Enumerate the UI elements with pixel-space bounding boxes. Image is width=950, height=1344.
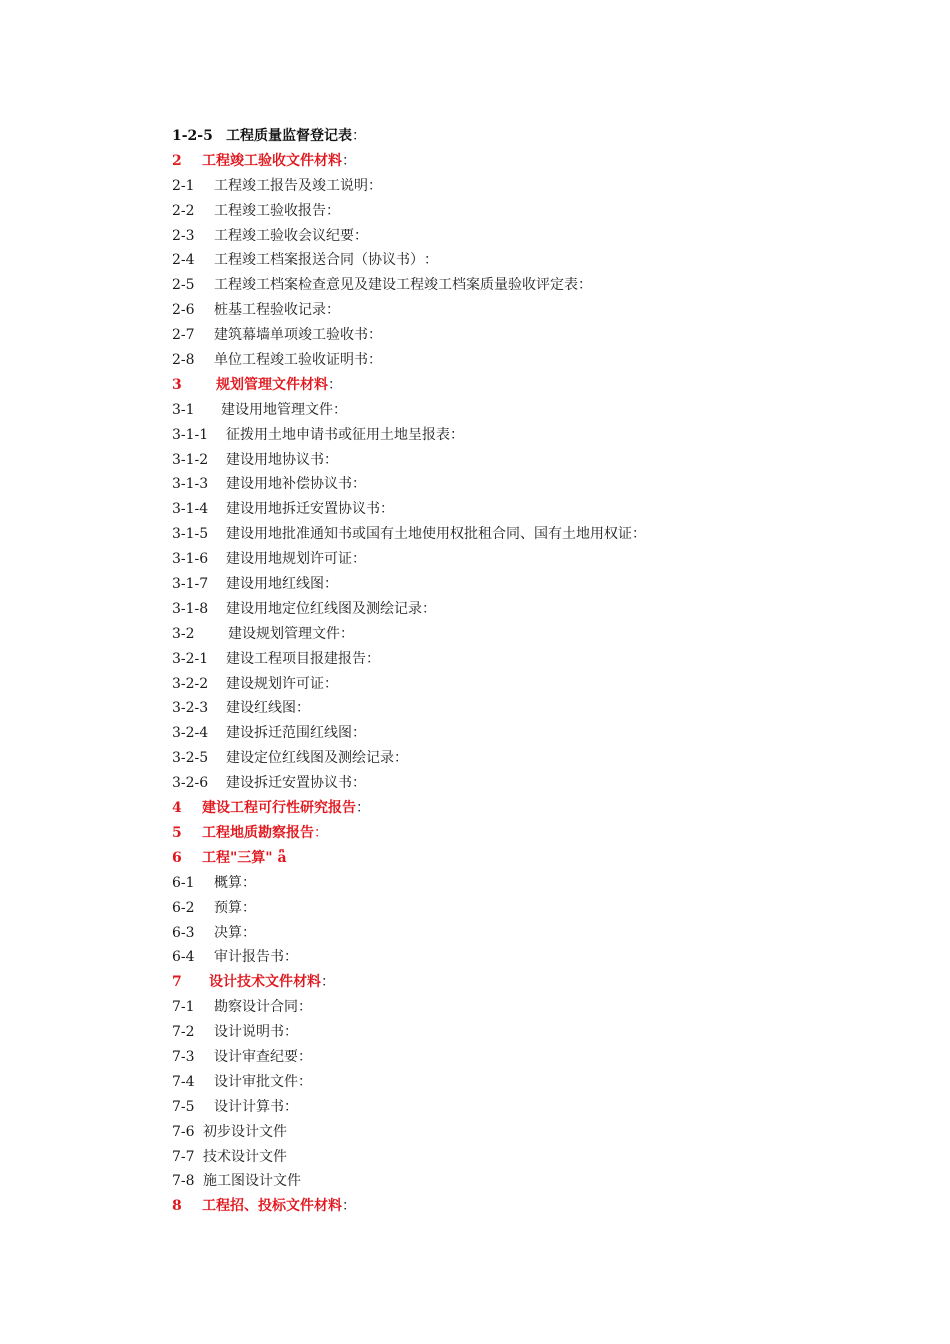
list-item <box>172 248 892 273</box>
list-item <box>172 448 892 473</box>
item-text: 建筑幕墙单项竣工验收书 <box>214 327 368 344</box>
item-text: 建设工程可行性研究报告 <box>202 800 356 817</box>
item-number: 2-7 <box>172 327 195 344</box>
list-item <box>172 896 892 921</box>
item-number: 6-3 <box>172 924 195 941</box>
item-text: 设计计算书 <box>214 1098 284 1115</box>
item-text: 桩基工程验收记录 <box>214 302 326 319</box>
item-colon: ： <box>354 227 368 244</box>
item-text: 工程竣工验收报告 <box>214 202 326 219</box>
item-text: 建设用地补偿协议书 <box>226 476 352 493</box>
item-number: 7-3 <box>172 1048 195 1065</box>
list-item <box>172 1070 892 1095</box>
item-number: 3-1-3 <box>172 476 209 493</box>
item-colon: ： <box>326 202 340 219</box>
item-number: 2-6 <box>172 302 195 319</box>
item-colon: ： <box>450 426 464 443</box>
item-colon: ： <box>342 152 356 169</box>
item-text: 建设红线图 <box>226 700 296 717</box>
item-text: 建设拆迁安置协议书 <box>226 775 352 792</box>
item-colon: ： <box>298 1073 312 1090</box>
item-text: 初步设计文件 <box>203 1123 287 1140</box>
item-colon: ： <box>342 1198 356 1215</box>
item-text: 单位工程竣工验收证明书 <box>214 352 368 369</box>
item-text: 工程竣工档案报送合同（协议书） <box>214 252 424 269</box>
list-item <box>172 721 892 746</box>
item-number: 3-2-3 <box>172 700 209 717</box>
list-item <box>172 323 892 348</box>
item-number: 3-1-1 <box>172 426 209 443</box>
item-number: 2-3 <box>172 227 195 244</box>
item-number: 2-5 <box>172 277 195 294</box>
item-number: 2 <box>172 152 182 169</box>
item-colon: ： <box>394 750 408 767</box>
item-number: 3-2 <box>172 625 195 642</box>
item-text: 审计报告书 <box>214 949 284 966</box>
item-number: 6-1 <box>172 874 195 891</box>
list-item <box>172 1020 892 1045</box>
list-item <box>172 597 892 622</box>
list-item <box>172 348 892 373</box>
section-heading <box>172 796 892 821</box>
item-colon: ： <box>284 949 298 966</box>
item-colon: ： <box>314 824 328 841</box>
list-item <box>172 746 892 771</box>
item-text: 建设用地批准通知书或国有土地使用权批租合同、国有土地用权证 <box>226 526 632 543</box>
item-text: 设计说明书 <box>214 1024 284 1041</box>
item-text: 预算 <box>214 899 242 916</box>
item-number: 7-1 <box>172 999 195 1016</box>
item-number: 7-5 <box>172 1098 195 1115</box>
item-colon: ： <box>578 277 592 294</box>
item-text: 施工图设计文件 <box>203 1173 301 1190</box>
item-colon: ： <box>380 501 394 518</box>
item-colon: ： <box>242 924 256 941</box>
item-number: 6-2 <box>172 899 195 916</box>
item-colon: ： <box>352 551 366 568</box>
item-number: 3-1-7 <box>172 576 209 593</box>
item-colon: ： <box>368 327 382 344</box>
item-text: 建设用地规划许可证 <box>226 551 352 568</box>
list-item <box>172 1045 892 1070</box>
list-item <box>172 572 892 597</box>
item-text: 工程竣工验收文件材料 <box>202 152 342 169</box>
list-item <box>172 622 892 647</box>
item-number: 4 <box>172 800 182 817</box>
item-text: 勘察设计合同 <box>214 999 298 1016</box>
list-item <box>172 522 892 547</box>
item-colon: ： <box>284 1024 298 1041</box>
item-colon: ： <box>333 401 347 418</box>
item-colon: ： <box>324 675 338 692</box>
list-item <box>172 224 892 249</box>
section-heading <box>172 846 892 871</box>
item-number: 2-1 <box>172 177 195 194</box>
section-heading <box>172 149 892 174</box>
item-number: 3 <box>172 376 182 393</box>
item-text: 设计技术文件材料 <box>209 974 321 991</box>
item-colon: ： <box>242 874 256 891</box>
list-item <box>172 771 892 796</box>
item-colon: ： <box>366 650 380 667</box>
list-item <box>172 647 892 672</box>
item-colon: ： <box>424 252 438 269</box>
item-number: 3-2-4 <box>172 725 209 742</box>
item-text: 建设用地拆迁安置协议书 <box>226 501 380 518</box>
list-item <box>172 945 892 970</box>
item-colon: ： <box>632 526 646 543</box>
item-text: 工程竣工档案检查意见及建设工程竣工档案质量验收评定表 <box>214 277 578 294</box>
item-text: 工程招、投标文件材料 <box>202 1198 342 1215</box>
item-colon: ： <box>352 476 366 493</box>
item-number: 6 <box>172 849 182 866</box>
item-colon: ： <box>368 177 382 194</box>
item-number: 3-1-8 <box>172 600 209 617</box>
item-colon: ： <box>298 999 312 1016</box>
item-colon: ： <box>422 600 436 617</box>
item-number: 3-1-5 <box>172 526 209 543</box>
item-text: 建设定位红线图及测绘记录 <box>226 750 394 767</box>
list-item <box>172 398 892 423</box>
item-text: 建设工程项目报建报告 <box>226 650 366 667</box>
list-item <box>172 672 892 697</box>
item-text: 设计审查纪要 <box>214 1048 298 1065</box>
item-text: 建设用地定位红线图及测绘记录 <box>226 600 422 617</box>
list-item <box>172 174 892 199</box>
item-text: 工程地质勘察报告 <box>202 824 314 841</box>
section-heading <box>172 970 892 995</box>
item-text: 工程质量监督登记表 <box>226 128 352 144</box>
item-number: 3-1-2 <box>172 451 209 468</box>
item-colon: ： <box>340 625 354 642</box>
item-text: 决算 <box>214 924 242 941</box>
item-colon: ： <box>352 128 366 144</box>
item-colon: ： <box>352 725 366 742</box>
list-item <box>172 871 892 896</box>
list-item <box>172 423 892 448</box>
document-body <box>172 124 892 1219</box>
item-number: 3-2-1 <box>172 650 209 667</box>
item-text: 工程竣工验收会议纪要 <box>214 227 354 244</box>
item-colon: ： <box>284 1098 298 1115</box>
item-number: 8 <box>172 1198 182 1215</box>
item-number: 7-6 <box>172 1123 195 1140</box>
item-colon: ： <box>352 775 366 792</box>
list-item <box>172 298 892 323</box>
item-text: 建设规划管理文件 <box>228 625 340 642</box>
item-number: 7 <box>172 974 182 991</box>
item-colon: ： <box>326 302 340 319</box>
list-item <box>172 273 892 298</box>
item-number: 1-2-5 <box>172 128 213 144</box>
item-number: 6-4 <box>172 949 195 966</box>
item-text: 工程"三算" ǟ <box>202 849 287 866</box>
item-number: 7-4 <box>172 1073 195 1090</box>
item-colon: ： <box>356 800 370 817</box>
list-item <box>172 1120 892 1145</box>
item-text: 建设规划许可证 <box>226 675 324 692</box>
item-text: 建设拆迁范围红线图 <box>226 725 352 742</box>
item-number: 2-4 <box>172 252 195 269</box>
item-colon: ： <box>321 974 335 991</box>
item-number: 2-8 <box>172 352 195 369</box>
item-number: 5 <box>172 824 182 841</box>
item-number: 7-8 <box>172 1173 195 1190</box>
item-text: 技术设计文件 <box>203 1148 287 1165</box>
item-number: 3-2-2 <box>172 675 209 692</box>
item-colon: ： <box>328 376 342 393</box>
list-item <box>172 124 892 149</box>
list-item <box>172 1095 892 1120</box>
item-text: 概算 <box>214 874 242 891</box>
item-colon: ： <box>368 352 382 369</box>
item-number: 3-1-4 <box>172 501 209 518</box>
list-item <box>172 921 892 946</box>
item-number: 3-1 <box>172 401 195 418</box>
list-item <box>172 995 892 1020</box>
list-item <box>172 472 892 497</box>
section-heading <box>172 821 892 846</box>
item-text: 规划管理文件材料 <box>216 376 328 393</box>
section-heading <box>172 1194 892 1219</box>
item-colon: ： <box>298 1048 312 1065</box>
list-item <box>172 1145 892 1170</box>
item-number: 7-7 <box>172 1148 195 1165</box>
section-heading <box>172 373 892 398</box>
item-number: 3-1-6 <box>172 551 209 568</box>
item-text: 建设用地协议书 <box>226 451 324 468</box>
item-number: 2-2 <box>172 202 195 219</box>
list-item <box>172 497 892 522</box>
item-text: 建设用地管理文件 <box>221 401 333 418</box>
item-number: 7-2 <box>172 1024 195 1041</box>
list-item <box>172 1169 892 1194</box>
list-item <box>172 547 892 572</box>
item-text: 工程竣工报告及竣工说明 <box>214 177 368 194</box>
item-colon: ： <box>242 899 256 916</box>
item-colon: ： <box>296 700 310 717</box>
item-colon: ： <box>324 451 338 468</box>
item-number: 3-2-6 <box>172 775 209 792</box>
item-text: 设计审批文件 <box>214 1073 298 1090</box>
item-text: 征拨用土地申请书或征用土地呈报表 <box>226 426 450 443</box>
list-item <box>172 199 892 224</box>
item-text: 建设用地红线图 <box>226 576 324 593</box>
list-item <box>172 696 892 721</box>
item-number: 3-2-5 <box>172 750 209 767</box>
item-colon: ： <box>324 576 338 593</box>
